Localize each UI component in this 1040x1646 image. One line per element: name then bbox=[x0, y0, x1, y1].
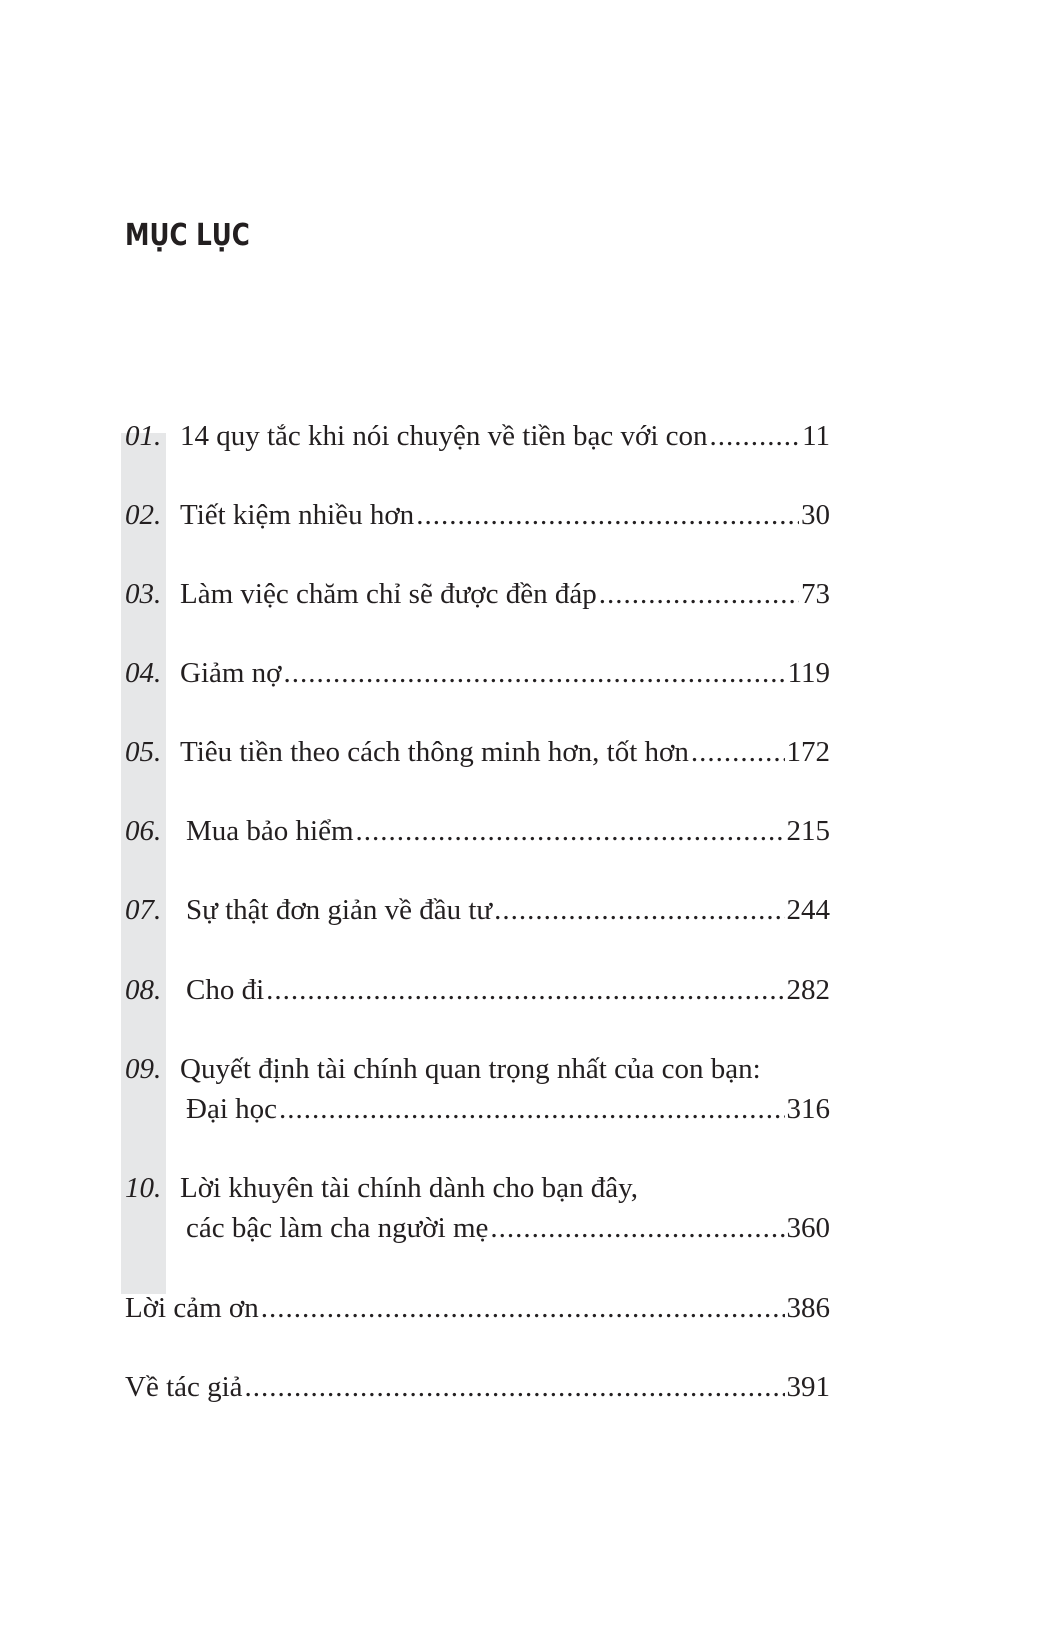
toc-entry-chapter-05[interactable] bbox=[180, 731, 830, 773]
page-number: 244 bbox=[786, 894, 830, 926]
dot-leader bbox=[599, 573, 799, 615]
chapter-number: 10. bbox=[125, 1172, 162, 1204]
page-number: 282 bbox=[786, 974, 830, 1006]
page-number: 172 bbox=[786, 736, 830, 768]
chapter-number: 04. bbox=[125, 657, 162, 689]
toc-entry-chapter-06[interactable] bbox=[186, 810, 830, 852]
dot-leader bbox=[279, 1088, 785, 1130]
page-number: 316 bbox=[786, 1093, 830, 1125]
dot-leader bbox=[710, 415, 801, 457]
chapter-title: Cho đi bbox=[186, 974, 265, 1006]
dot-leader bbox=[356, 810, 785, 852]
dot-leader bbox=[245, 1366, 785, 1408]
chapter-number: 01. bbox=[125, 420, 162, 452]
chapter-title-line-1: Lời khuyên tài chính dành cho bạn đây, bbox=[180, 1172, 638, 1204]
toc-entry-chapter-04[interactable] bbox=[180, 652, 830, 694]
page-number: 30 bbox=[801, 499, 830, 531]
chapter-title-line-1: Quyết định tài chính quan trọng nhất của con bạn: bbox=[180, 1053, 761, 1085]
page-number: 119 bbox=[787, 657, 830, 689]
chapter-number: 08. bbox=[125, 974, 162, 1006]
chapter-title: Sự thật đơn giản về đầu tư bbox=[186, 894, 493, 926]
chapter-title: Tiết kiệm nhiều hơn bbox=[180, 499, 415, 531]
page-number: 11 bbox=[802, 420, 830, 452]
chapter-title: Tiêu tiền theo cách thông minh hơn, tốt hơn bbox=[180, 736, 689, 768]
toc-entry-chapter-10[interactable] bbox=[186, 1207, 830, 1249]
back-matter-title: Lời cảm ơn bbox=[125, 1292, 259, 1324]
chapter-number: 05. bbox=[125, 736, 162, 768]
toc-entry-chapter-01[interactable] bbox=[180, 415, 830, 457]
chapter-number: 07. bbox=[125, 894, 162, 926]
back-matter-title: Về tác giả bbox=[125, 1371, 243, 1403]
page-number: 73 bbox=[801, 578, 830, 610]
chapter-title-line-2: các bậc làm cha người mẹ bbox=[186, 1212, 489, 1244]
dot-leader bbox=[266, 969, 784, 1011]
toc-entry-chapter-02[interactable] bbox=[180, 494, 830, 536]
chapter-title: Giảm nợ bbox=[180, 657, 282, 689]
chapter-title: Làm việc chăm chỉ sẽ được đền đáp bbox=[180, 578, 597, 610]
chapter-number: 02. bbox=[125, 499, 162, 531]
toc-entry-chapter-08[interactable] bbox=[186, 969, 830, 1011]
dot-leader bbox=[416, 494, 799, 536]
chapter-title: Mua bảo hiểm bbox=[186, 815, 354, 847]
page-number: 386 bbox=[786, 1292, 830, 1324]
dot-leader bbox=[490, 1207, 784, 1249]
page-title: MỤC LỤC bbox=[125, 218, 250, 253]
dot-leader bbox=[691, 731, 785, 773]
chapter-number: 03. bbox=[125, 578, 162, 610]
chapter-number: 06. bbox=[125, 815, 162, 847]
page-number: 215 bbox=[786, 815, 830, 847]
toc-entry-chapter-03[interactable] bbox=[180, 573, 830, 615]
toc-entry-chapter-07[interactable] bbox=[186, 889, 830, 931]
dot-leader bbox=[284, 652, 786, 694]
page-number: 360 bbox=[786, 1212, 830, 1244]
dot-leader bbox=[261, 1287, 785, 1329]
toc-entry-acknowledgements[interactable] bbox=[125, 1287, 830, 1329]
chapter-title-line-2: Đại học bbox=[186, 1093, 277, 1125]
dot-leader bbox=[494, 889, 784, 931]
chapter-number: 09. bbox=[125, 1053, 162, 1085]
page-number: 391 bbox=[786, 1371, 830, 1403]
toc-entry-chapter-09[interactable] bbox=[186, 1088, 830, 1130]
chapter-title: 14 quy tắc khi nói chuyện về tiền bạc với con bbox=[180, 420, 708, 452]
toc-entry-about-author[interactable] bbox=[125, 1366, 830, 1408]
